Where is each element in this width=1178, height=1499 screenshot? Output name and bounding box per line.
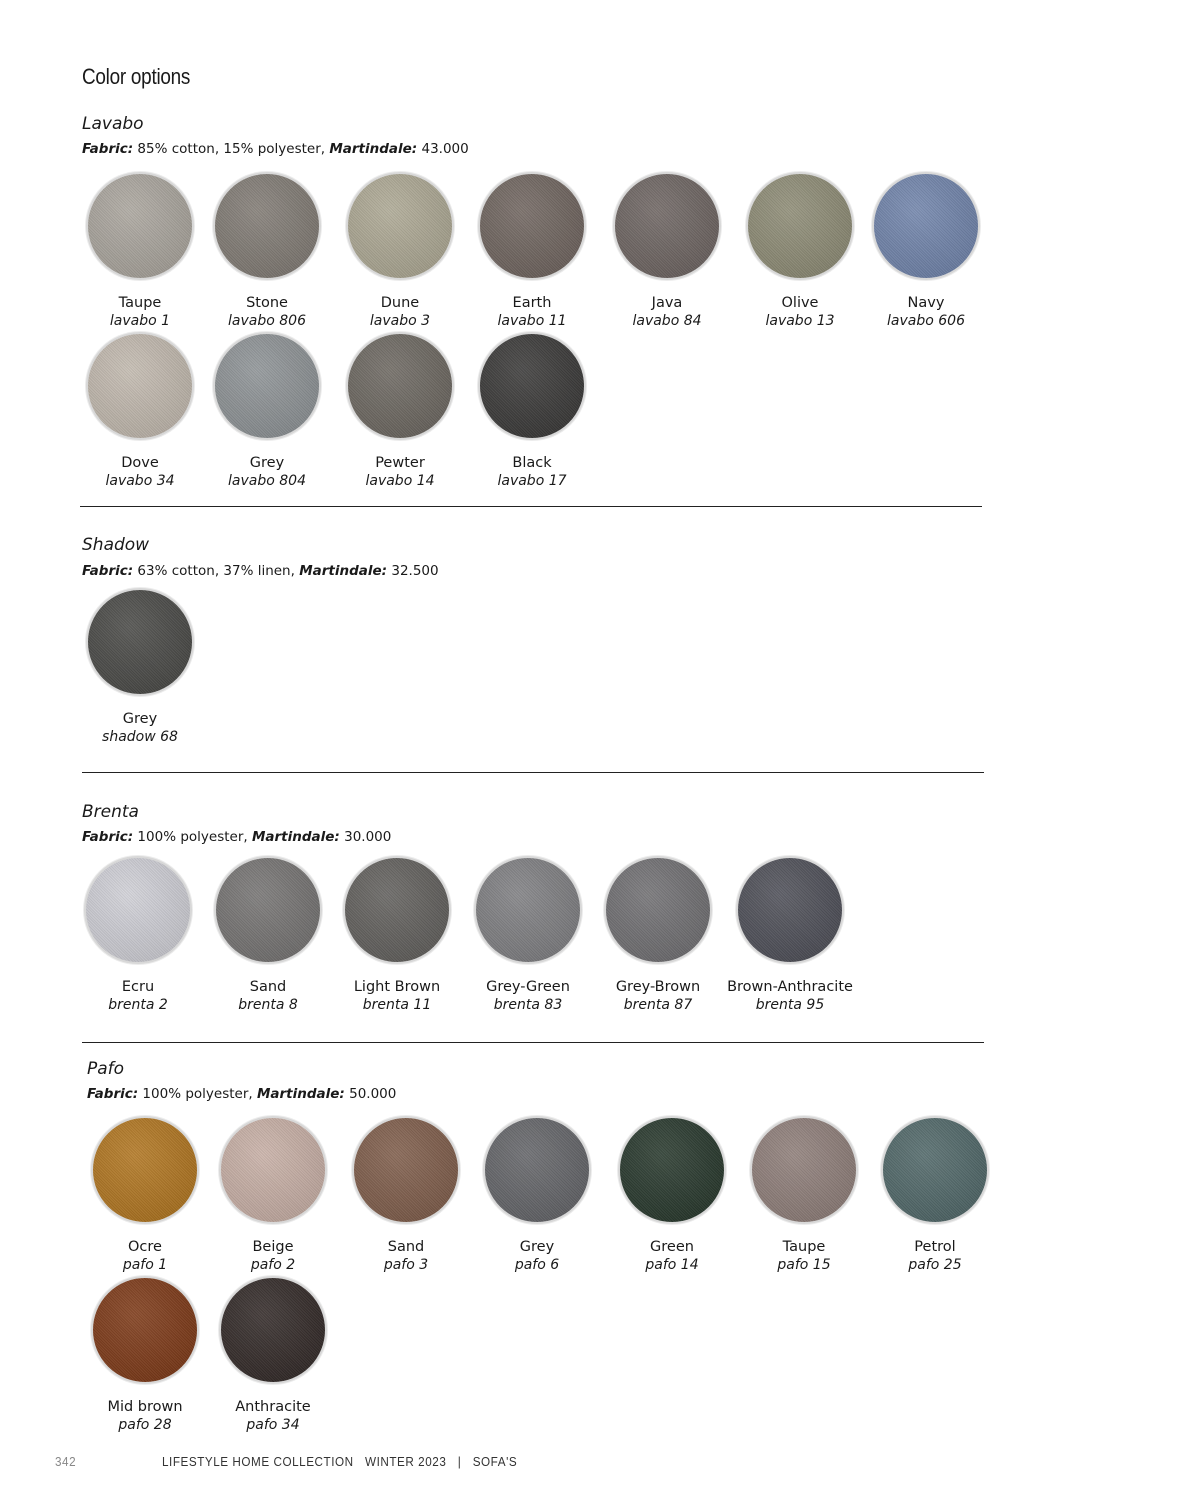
fabric-swatch-circle <box>86 588 194 696</box>
swatch-name: Java <box>651 295 683 311</box>
fabric-swatch-circle <box>750 1116 858 1224</box>
fabric-swatch-circle <box>604 856 712 964</box>
swatch-name: Grey-Green <box>486 979 570 995</box>
swatch-name: Stone <box>246 295 288 311</box>
fabric-swatch-circle <box>872 172 980 280</box>
fabric-swatch-circle <box>219 1276 327 1384</box>
swatch-brenta <box>710 856 870 1014</box>
fabric-swatch-circle <box>352 1116 460 1224</box>
swatch-name: Sand <box>249 979 287 995</box>
swatch-code: pafo 34 <box>246 1417 300 1433</box>
fabric-info-pafo: Fabric: 100% polyester, Martindale: 50.000 <box>87 1086 397 1102</box>
swatch-name: Ocre <box>128 1239 162 1255</box>
section-divider <box>82 1042 984 1043</box>
swatch-name: Grey <box>249 455 285 471</box>
fabric-swatch-circle <box>213 172 321 280</box>
swatch-code: lavabo 84 <box>632 313 702 329</box>
fabric-swatch-circle <box>474 856 582 964</box>
swatch-code: pafo 28 <box>118 1417 172 1433</box>
page-title: Color options <box>82 64 191 89</box>
swatch-code: lavabo 606 <box>887 313 965 329</box>
swatch-name: Grey-Brown <box>615 979 701 995</box>
swatch-name: Light Brown <box>353 979 441 995</box>
swatch-code: brenta 11 <box>362 997 432 1013</box>
swatch-name: Brown-Anthracite <box>727 979 853 995</box>
swatch-shadow <box>60 588 220 746</box>
swatch-code: pafo 15 <box>777 1257 831 1273</box>
page-number: 342 <box>55 1454 77 1469</box>
swatch-code: pafo 6 <box>514 1257 560 1273</box>
fabric-info-brenta: Fabric: 100% polyester, Martindale: 30.000 <box>82 829 392 845</box>
swatch-name: Ecru <box>121 979 155 995</box>
fabric-swatch-circle <box>346 332 454 440</box>
fabric-swatch-circle <box>91 1116 199 1224</box>
fabric-swatch-circle <box>478 172 586 280</box>
swatch-name: Petrol <box>914 1239 956 1255</box>
swatch-name: Black <box>512 455 552 471</box>
swatch-code: lavabo 804 <box>228 473 306 489</box>
swatch-code: pafo 1 <box>122 1257 168 1273</box>
section-title-shadow: Shadow <box>82 535 150 555</box>
fabric-swatch-circle <box>881 1116 989 1224</box>
swatch-code: lavabo 1 <box>109 313 171 329</box>
swatch-lavabo <box>452 332 612 490</box>
swatch-name: Taupe <box>118 295 162 311</box>
swatch-code: pafo 25 <box>908 1257 962 1273</box>
swatch-name: Grey <box>519 1239 555 1255</box>
fabric-swatch-circle <box>219 1116 327 1224</box>
fabric-swatch-circle <box>736 856 844 964</box>
fabric-info-shadow: Fabric: 63% cotton, 37% linen, Martindale: 32.500 <box>82 563 439 579</box>
fabric-swatch-circle <box>91 1276 199 1384</box>
swatch-lavabo <box>846 172 1006 330</box>
fabric-swatch-circle <box>214 856 322 964</box>
swatch-name: Navy <box>907 295 945 311</box>
footer-text: LIFESTYLE HOME COLLECTION WINTER 2023 | SOFA'S <box>162 1454 518 1469</box>
swatch-code: lavabo 3 <box>369 313 431 329</box>
swatch-name: Anthracite <box>235 1399 311 1415</box>
swatch-code: lavabo 806 <box>228 313 306 329</box>
swatch-name: Dove <box>121 455 159 471</box>
section-title-pafo: Pafo <box>87 1059 125 1079</box>
swatch-code: brenta 87 <box>623 997 693 1013</box>
section-divider <box>82 772 984 773</box>
fabric-swatch-circle <box>618 1116 726 1224</box>
swatch-code: lavabo 34 <box>105 473 175 489</box>
fabric-swatch-circle <box>478 332 586 440</box>
fabric-swatch-circle <box>86 332 194 440</box>
swatch-code: pafo 14 <box>645 1257 699 1273</box>
swatch-pafo <box>855 1116 1015 1274</box>
swatch-code: lavabo 13 <box>765 313 835 329</box>
swatch-code: lavabo 11 <box>497 313 567 329</box>
fabric-swatch-circle <box>84 856 192 964</box>
swatch-name: Dune <box>380 295 420 311</box>
fabric-swatch-circle <box>343 856 451 964</box>
swatch-code: lavabo 14 <box>365 473 435 489</box>
section-divider <box>80 506 982 507</box>
swatch-name: Pewter <box>375 455 425 471</box>
swatch-pafo <box>193 1276 353 1434</box>
swatch-name: Taupe <box>782 1239 826 1255</box>
swatch-name: Grey <box>122 711 158 727</box>
section-title-brenta: Brenta <box>82 802 139 822</box>
swatch-code: brenta 83 <box>493 997 563 1013</box>
swatch-name: Earth <box>512 295 552 311</box>
swatch-name: Mid brown <box>107 1399 183 1415</box>
fabric-swatch-circle <box>213 332 321 440</box>
swatch-code: pafo 2 <box>250 1257 296 1273</box>
fabric-swatch-circle <box>86 172 194 280</box>
swatch-code: pafo 3 <box>383 1257 429 1273</box>
fabric-swatch-circle <box>613 172 721 280</box>
swatch-name: Beige <box>252 1239 294 1255</box>
fabric-swatch-circle <box>483 1116 591 1224</box>
swatch-code: brenta 8 <box>238 997 298 1013</box>
swatch-name: Olive <box>781 295 819 311</box>
swatch-code: brenta 2 <box>108 997 168 1013</box>
swatch-code: lavabo 17 <box>497 473 567 489</box>
section-title-lavabo: Lavabo <box>82 114 144 134</box>
fabric-swatch-circle <box>746 172 854 280</box>
swatch-name: Green <box>650 1239 694 1255</box>
fabric-swatch-circle <box>346 172 454 280</box>
swatch-code: brenta 95 <box>755 997 825 1013</box>
swatch-name: Sand <box>387 1239 425 1255</box>
fabric-info-lavabo: Fabric: 85% cotton, 15% polyester, Martindale: 43.000 <box>82 141 469 157</box>
swatch-code: shadow 68 <box>102 729 178 745</box>
